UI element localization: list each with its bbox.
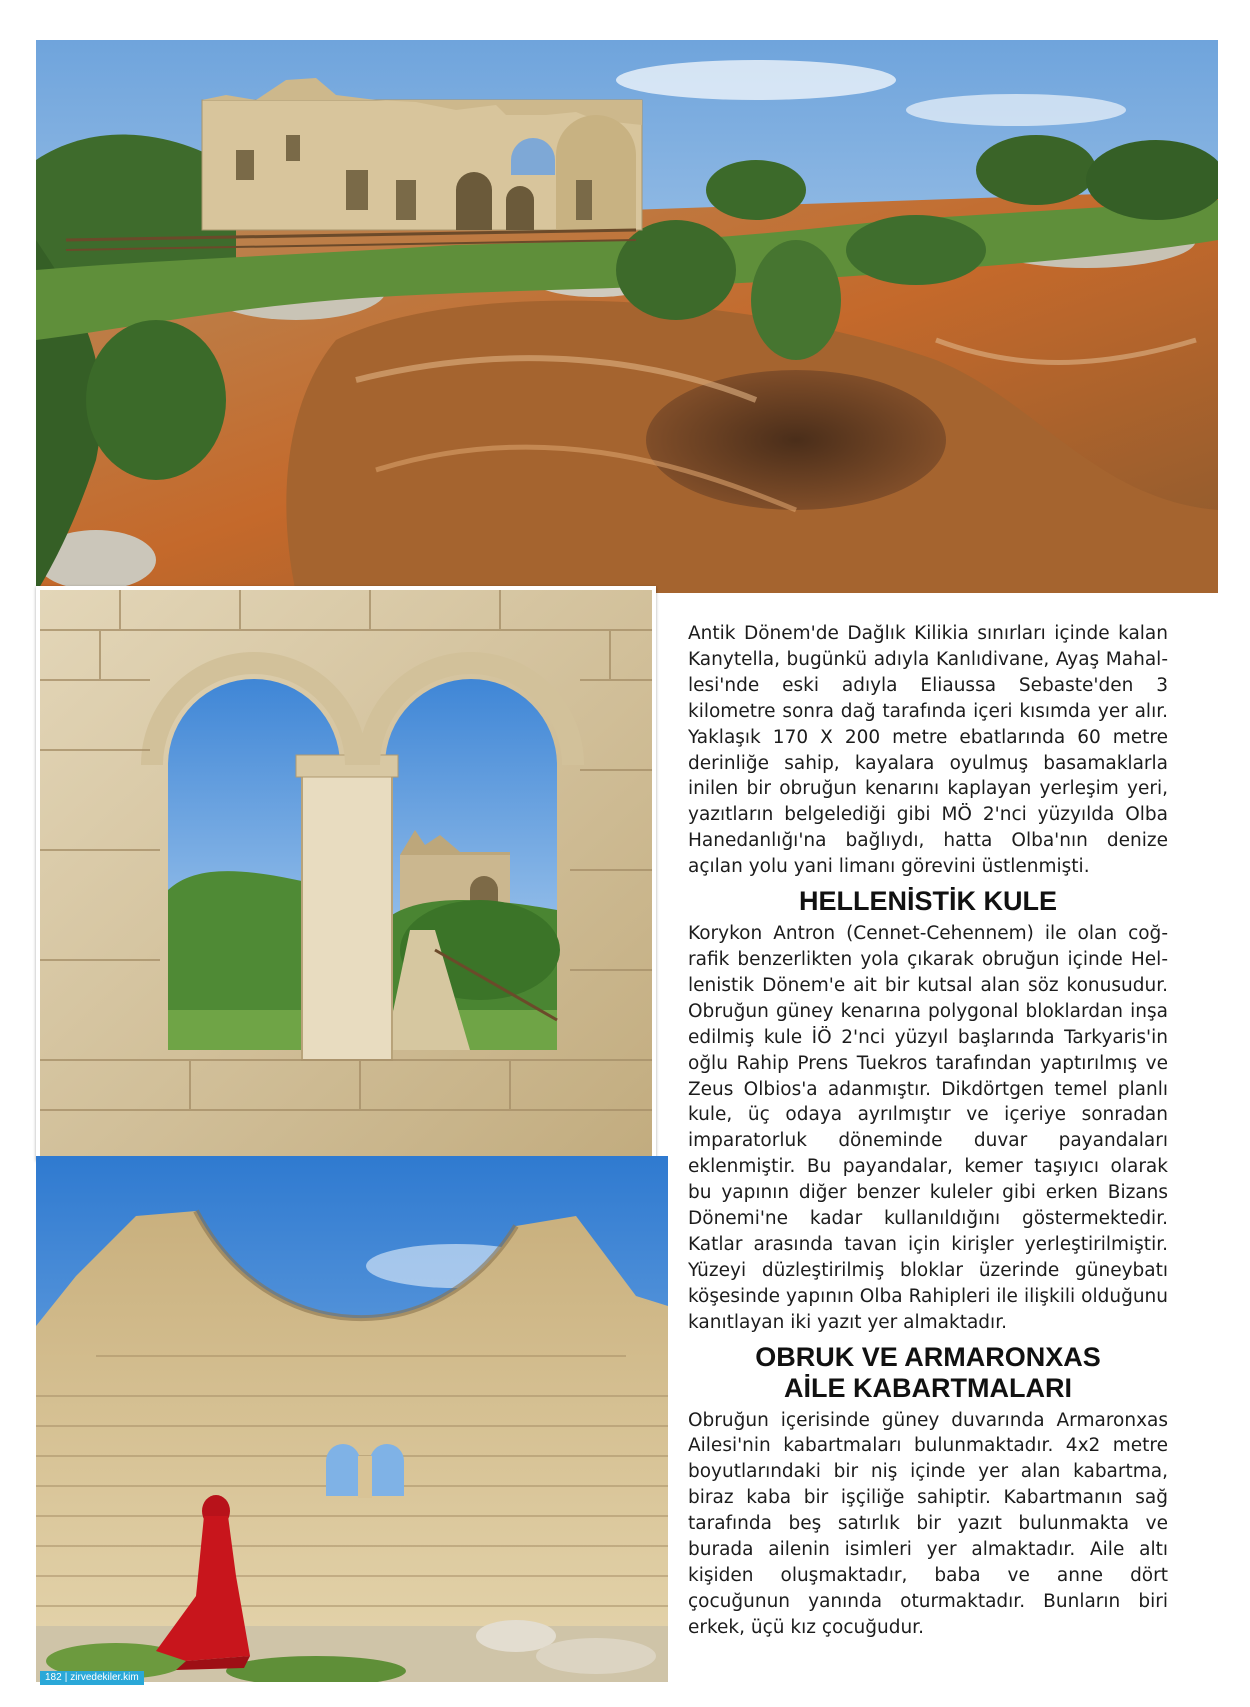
page-folio bbox=[40, 1671, 144, 1685]
intro-paragraph: Antik Dönem'de Dağlık Kilikia sınırları içinde kalan Kanytella, bugünkü adıyla Kanlıdivane, Ayaş Mahallesi'nde eski adıyla Eliaussa Sebaste'den 3 kilometre sonra dağ tarafında içeri kısımda yer alır. Yaklaşık 170 X 200 metre ebatlarında 60 metre derinliğe sahip, kayalara oyulmuş basamaklarla inilen bir obruğun kenarını kaplayan yerleşim yeri, yazıtların belgelediği gibi MÖ 2'nci yüzyılda Olba Hanedanlığı'na bağlıydı, hatta Olba'nın denize açılan yolu yani limanı görevini üstlenmişti. bbox=[688, 623, 1168, 878]
page-number: 182 bbox=[45, 1672, 62, 1683]
article-column bbox=[688, 621, 1168, 1641]
heading-sinkhole-reliefs-line1: OBRUK VE ARMARONXAS bbox=[755, 1341, 1101, 1372]
sinkhole-reliefs-paragraph: Obruğun içerisinde güney duvarında Armaronxas Ailesi'nin kabartmaları bulunmaktadır. 4x2 metre boyutlarındaki bir niş içinde yer alan kabartma, biraz kaba bir işçiliğe sahiptir. Kabartmanın sağ tarafında beş satırlık bir yazıt bulunmakta ve burada ailenin isimleri yer almaktadır. Aile altı kişiden oluşmaktadır, baba ve anne dört çocuğunun yanında oturmaktadır. Bunların biri erkek, üçü kız çocuğudur. bbox=[688, 1409, 1168, 1638]
hellenistic-tower-paragraph: Korykon Antron (Cennet-Cehennem) ile olan coğrafik benzerlikten yola çıkarak obruğun içinde Hellenistik Dönem'e ait bir kutsal alan söz konusudur. Obruğun güney kenarına polygonal bloklardan inşa edilmiş kule İÖ 2'nci yüzyıl başlarında Tarkyaris'in oğlu Rahip Prens Tuekros tarafından yaptırılmış ve Zeus Olbios'a adanmıştır. Dikdörtgen temel planlı kule, üç odaya ayrılmıştır ve içeriye sonradan imparatorluk döneminde duvar payandaları eklenmiştir. Bu payandalar, kemer taşıyıcı olarak bu yapının diğer benzer kuleler gibi erken Bizans Dönemi'ne kadar kullanıldığını göstermektedir. Katlar arasında tavan için kirişler yerleştirilmiştir. Yüzeyi düzleştirilmiş bloklar üzerinde güneybatı köşesinde yapının Olba Rahipleri ile ilişkili olduğunu kanıtlayan iki yazıt yer almaktadır. bbox=[688, 923, 1168, 1333]
apse-image bbox=[36, 1156, 668, 1682]
heading-sinkhole-reliefs bbox=[688, 1342, 1168, 1404]
site-link[interactable]: zirvedekiler.kim bbox=[70, 1672, 139, 1683]
photo-apse-with-woman bbox=[36, 1156, 668, 1682]
folio-separator: | bbox=[64, 1672, 68, 1683]
heading-hellenistic-tower bbox=[688, 886, 1168, 917]
heading-sinkhole-reliefs-line2: AİLE KABARTMALARI bbox=[784, 1372, 1072, 1403]
twin-window-image bbox=[40, 590, 652, 1156]
heading-hellenistic-tower-text: HELLENİSTİK KULE bbox=[798, 886, 1057, 917]
photo-ruins-above-sinkhole bbox=[36, 40, 1218, 593]
ruins-sinkhole-image bbox=[36, 40, 1218, 593]
photo-twin-arched-window bbox=[36, 586, 656, 1160]
